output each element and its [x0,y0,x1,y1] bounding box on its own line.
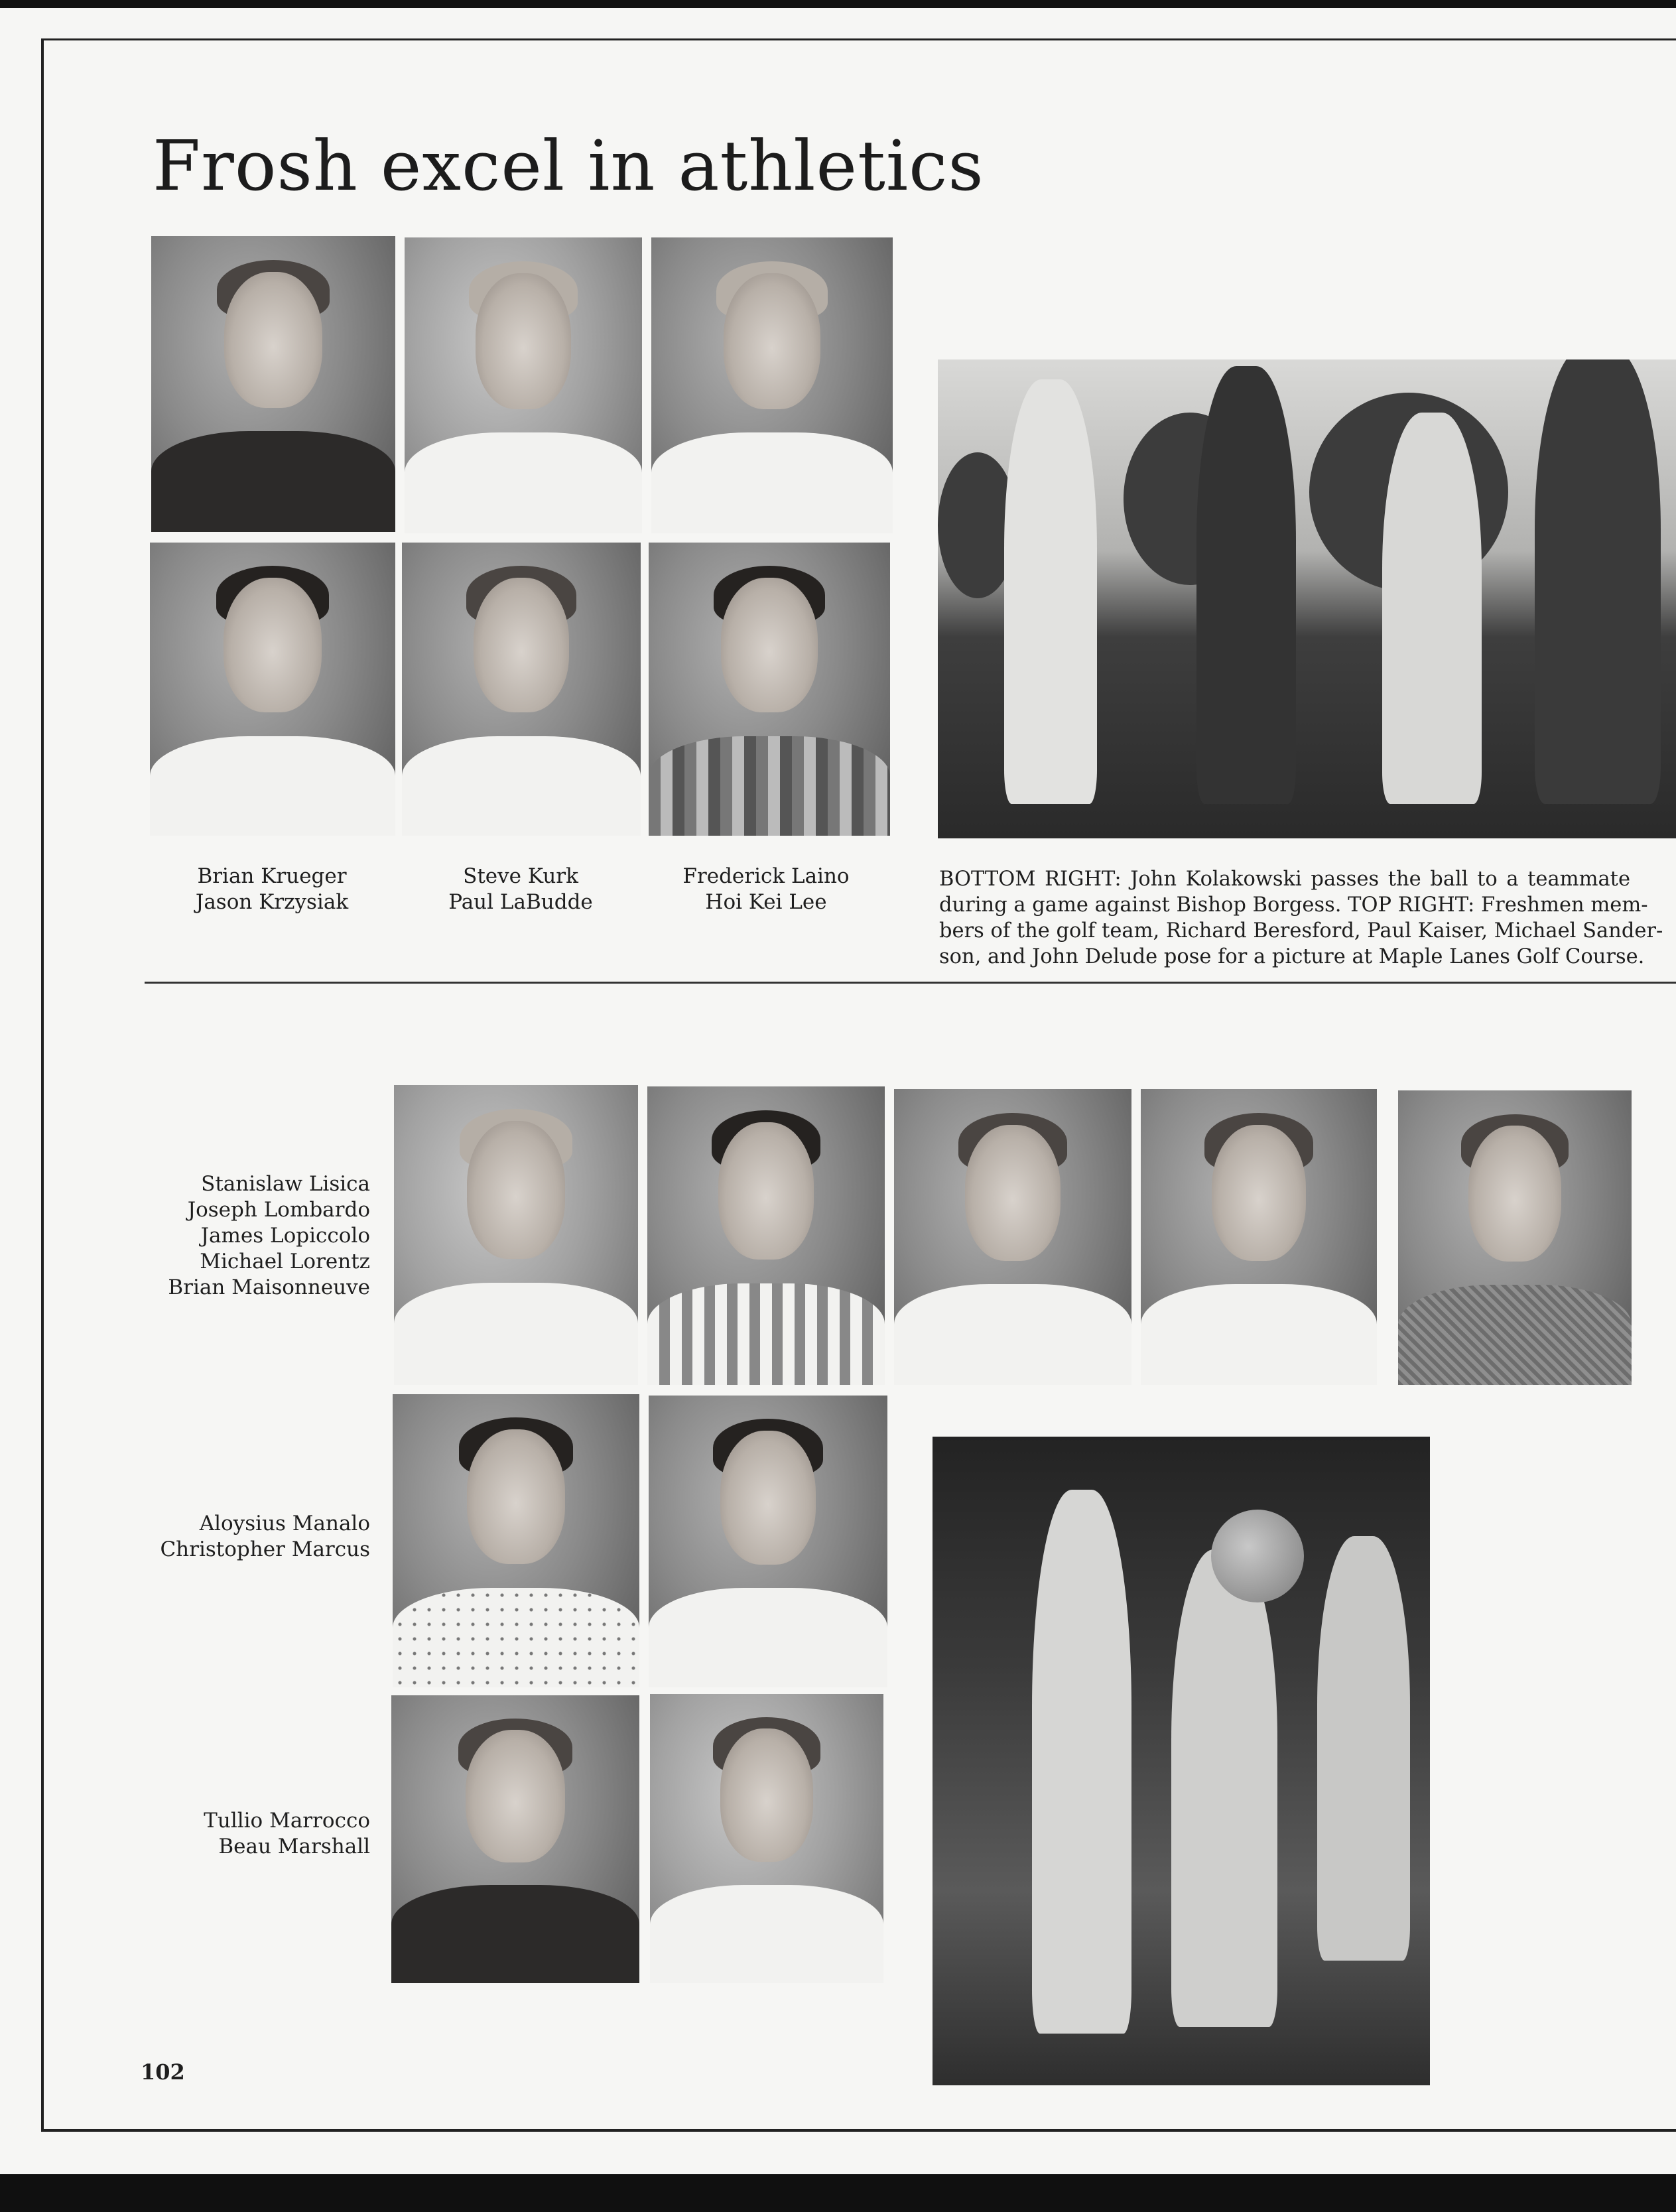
name-aloysius-manalo: Aloysius Manalo [199,1512,370,1535]
portrait-brian-maisonneuve [1398,1090,1632,1385]
page-frame-left [41,38,44,2131]
names-row-1 [119,1171,370,1301]
scan-top-edge [0,0,1676,8]
name-beau-marshall: Beau Marshall [218,1835,370,1858]
section-divider [145,982,1676,984]
caption-line: bers of the golf team, Richard Beresford, Paul Kaiser, Michael Sander- [939,919,1663,943]
names-row-3 [119,1808,370,1860]
caption-line: BOTTOM RIGHT: John Kolakowski passes the ball to a teammate [939,868,1630,891]
portrait-aloysius-manalo [393,1394,639,1687]
name-steve-kurk: Steve Kurk [463,864,578,888]
caption-column-2 [405,864,637,915]
portrait-christopher-marcus [649,1396,887,1687]
portrait-hoi-kei-lee [649,543,890,836]
basketball-photo [933,1437,1430,2085]
name-christopher-marcus: Christopher Marcus [160,1537,370,1561]
caption-line: son, and John Delude pose for a picture at Maple Lanes Golf Course. [939,945,1645,968]
photo-caption [939,866,1663,970]
caption-line: during a game against Bishop Borgess. TOP RIGHT: Freshmen mem- [939,893,1648,917]
page-frame-top [41,38,1676,40]
name-paul-labudde: Paul LaBudde [448,890,593,914]
portrait-beau-marshall [650,1694,883,1983]
name-jason-krzysiak: Jason Krzysiak [195,890,349,914]
caption-column-3 [650,864,882,915]
portrait-frederick-laino [651,237,893,533]
portrait-james-lopiccolo [894,1089,1131,1385]
page-number: 102 [141,2059,185,2085]
portrait-michael-lorentz [1141,1089,1377,1385]
portrait-stanislaw-lisica [394,1085,638,1385]
portrait-paul-labudde [402,543,641,836]
name-michael-lorentz: Michael Lorentz [200,1250,370,1273]
golf-team-photo [938,359,1676,838]
names-row-2 [119,1511,370,1563]
name-brian-maisonneuve: Brian Maisonneuve [168,1275,370,1299]
caption-column-1 [159,864,385,915]
portrait-tullio-marrocco [391,1695,639,1983]
portrait-brian-krueger [151,236,395,532]
name-frederick-laino: Frederick Laino [682,864,850,888]
name-tullio-marrocco: Tullio Marrocco [204,1809,370,1833]
scan-bottom-edge [0,2174,1676,2212]
name-hoi-kei-lee: Hoi Kei Lee [705,890,827,914]
page-title: Frosh excel in athletics [153,125,984,206]
page-frame-bottom [41,2129,1676,2132]
portrait-joseph-lombardo [647,1086,885,1385]
name-brian-krueger: Brian Krueger [197,864,347,888]
name-stanislaw-lisica: Stanislaw Lisica [201,1172,370,1196]
name-james-lopiccolo: James Lopiccolo [200,1224,370,1248]
portrait-jason-krzysiak [150,543,395,836]
portrait-steve-kurk [405,237,642,533]
name-joseph-lombardo: Joseph Lombardo [187,1198,370,1222]
